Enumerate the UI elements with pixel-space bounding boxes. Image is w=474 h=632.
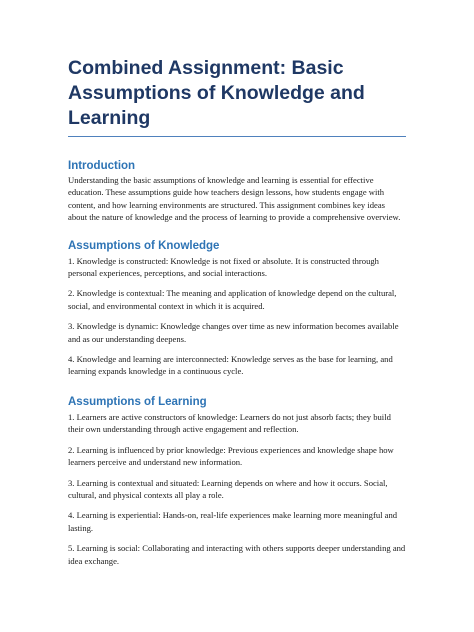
- learning-heading: Assumptions of Learning: [68, 395, 207, 408]
- document-page: [68, 56, 406, 567]
- knowledge-item-2: 2. Knowledge is contextual: The meaning and application of knowledge depend on the cultural, social, and environmental context in which it is acquired.: [68, 288, 397, 311]
- introduction-heading: Introduction: [68, 160, 136, 172]
- learning-item-5: 5. Learning is social: Collaborating and interacting with others supports deeper understanding and idea exchange.: [68, 543, 406, 566]
- learning-item-4: 4. Learning is experiential: Hands-on, real-life experiences make learning more meaningful and lasting.: [68, 510, 398, 533]
- knowledge-item-3: 3. Knowledge is dynamic: Knowledge changes over time as new information becomes available and as our understanding deepens.: [68, 321, 399, 344]
- knowledge-heading: Assumptions of Knowledge: [68, 239, 220, 252]
- learning-item-2: 2. Learning is influenced by prior knowledge: Previous experiences and knowledge shape how learners perceive and understand new information.: [68, 444, 394, 468]
- knowledge-item-1: 1. Knowledge is constructed: Knowledge is not fixed or absolute. It is constructed through personal experiences, perceptions, and social interactions.: [68, 255, 379, 279]
- knowledge-list: [68, 255, 406, 378]
- learning-item-1: 1. Learners are active constructors of knowledge: Learners do not just absorb facts; they build their own understanding through active engagement and reflection.: [68, 411, 391, 435]
- knowledge-item-4: 4. Knowledge and learning are interconnected: Knowledge serves as the base for learning, and learning expands knowledge in a continuous cycle.: [68, 354, 393, 377]
- introduction-paragraph: Understanding the basic assumptions of knowledge and learning is essential for effective education. These assumptions guide how teachers design lessons, how students engage with content, and how learning environments are structured. This assignment combines key ideas about the nature of knowledge and the process of learning to provide a comprehensive overview.: [68, 175, 401, 223]
- learning-list: [68, 411, 406, 567]
- document-title: Combined Assignment: Basic Assumptions of Knowledge and Learning: [68, 56, 406, 137]
- learning-item-3: 3. Learning is contextual and situated: Learning depends on where and how it occurs. Social, cultural, and physical contexts all play a role.: [68, 477, 388, 500]
